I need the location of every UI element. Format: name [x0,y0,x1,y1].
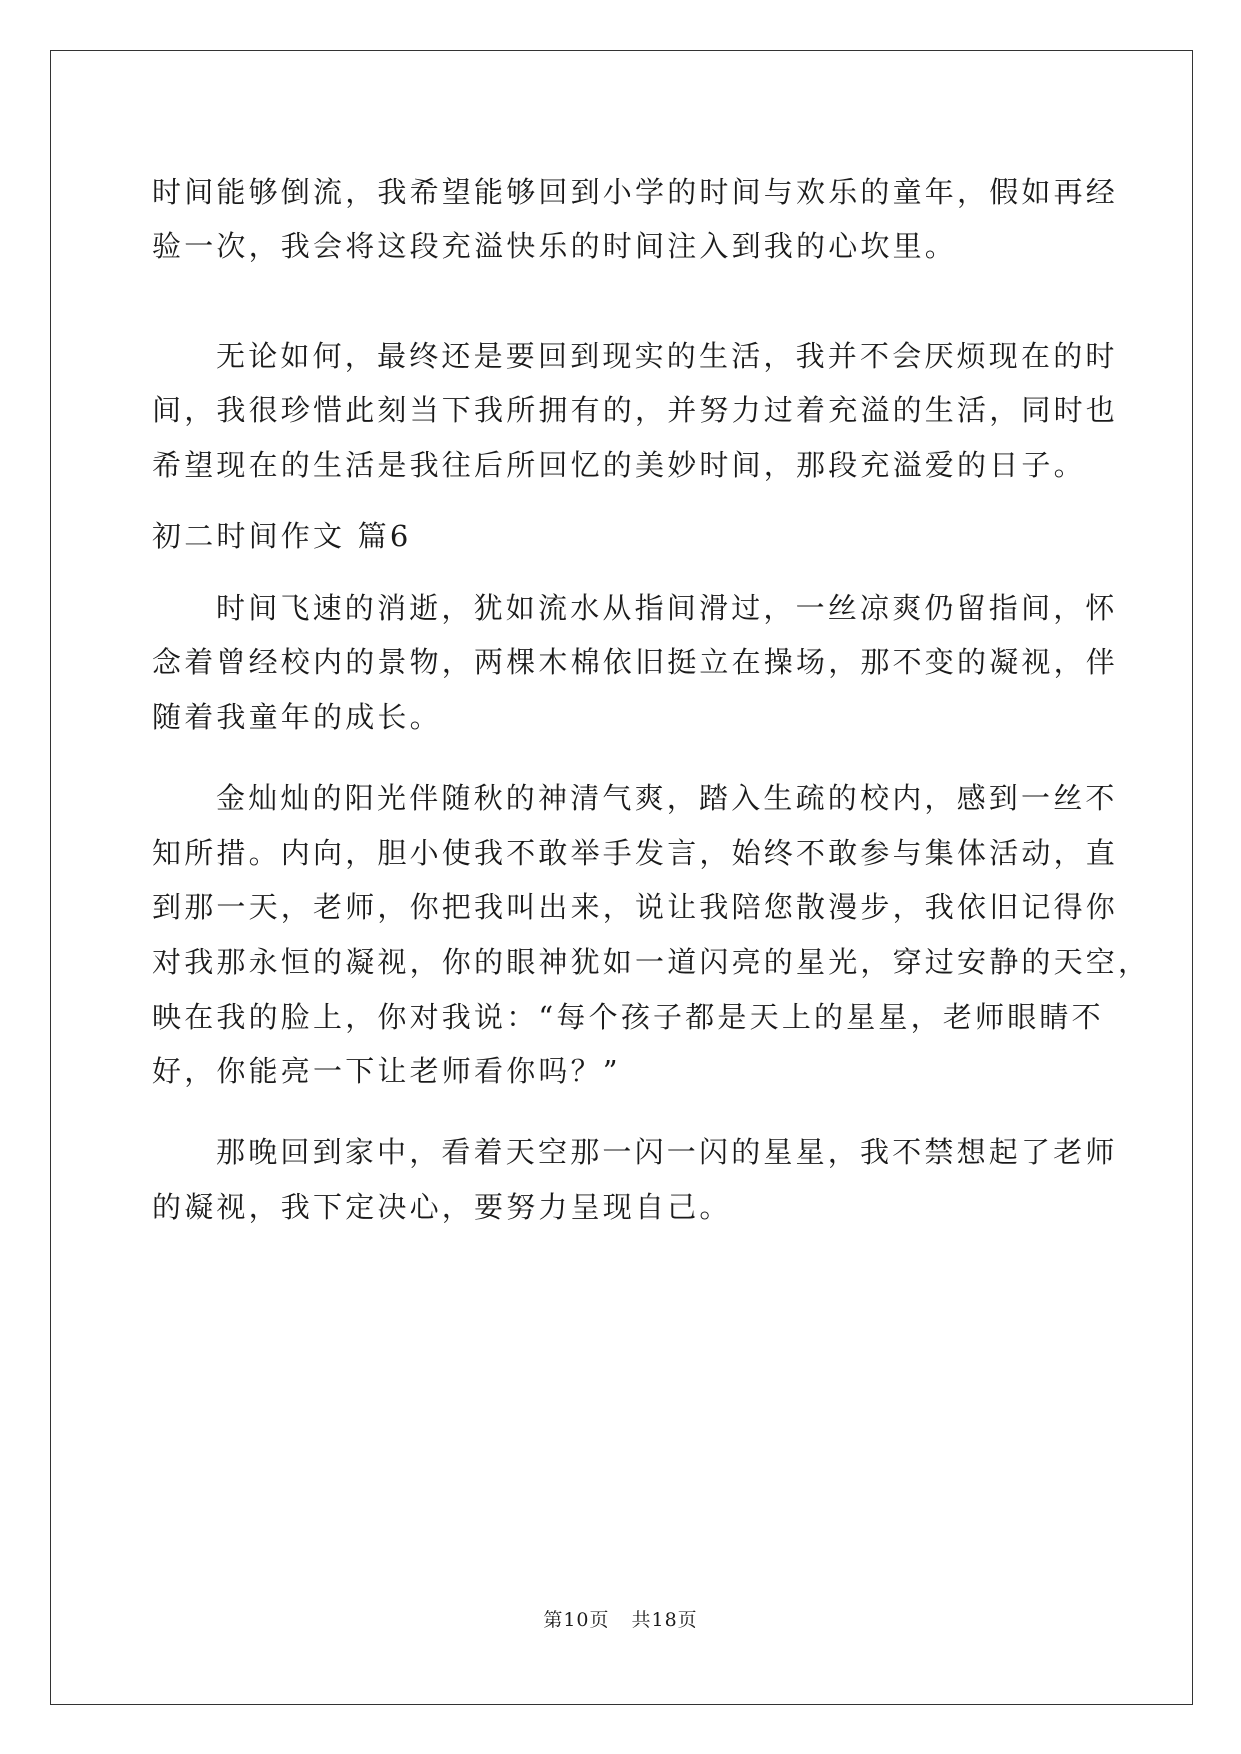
text-line: 随着我童年的成长。 [152,700,442,734]
text-line: 间，我很珍惜此刻当下我所拥有的，并努力过着充溢的生活，同时也 [152,393,1119,427]
text-line: 验一次，我会将这段充溢快乐的时间注入到我的心坎里。 [152,229,958,263]
text-line: 好，你能亮一下让老师看你吗？” [152,1054,621,1088]
text-line: 希望现在的生活是我往后所回忆的美妙时间，那段充溢爱的日子。 [152,448,1086,482]
text-line: 对我那永恒的凝视，你的眼神犹如一道闪亮的星光，穿过安静的天空， [152,945,1151,979]
page-total: 共18页 [631,1609,698,1631]
text-line: 念着曾经校内的景物，两棵木棉依旧挺立在操场，那不变的凝视，伴 [152,645,1119,679]
paragraph-start: 金灿灿的阳光伴随秋的神清气爽，踏入生疏的校内，感到一丝不 [216,781,1118,815]
text-line: 的凝视，我下定决心，要努力呈现自己。 [152,1190,732,1224]
page-border [50,50,1193,1705]
page-footer [0,1608,1241,1632]
text-line: 知所措。内向，胆小使我不敢举手发言，始终不敢参与集体活动，直 [152,836,1119,870]
paragraph-start: 时间飞速的消逝，犹如流水从指间滑过，一丝凉爽仍留指间，怀 [216,591,1118,625]
text-line: 到那一天，老师，你把我叫出来，说让我陪您散漫步，我依旧记得你 [152,890,1119,924]
paragraph-start: 无论如何，最终还是要回到现实的生活，我并不会厌烦现在的时 [216,339,1118,373]
section-heading: 初二时间作文 篇6 [152,519,412,553]
text-line: 映在我的脸上，你对我说：“每个孩子都是天上的星星，老师眼睛不 [152,1000,1104,1034]
page-number: 第10页 [543,1609,610,1631]
text-line: 时间能够倒流，我希望能够回到小学的时间与欢乐的童年，假如再经 [152,175,1119,209]
paragraph-start: 那晚回到家中，看着天空那一闪一闪的星星，我不禁想起了老师 [216,1135,1118,1169]
